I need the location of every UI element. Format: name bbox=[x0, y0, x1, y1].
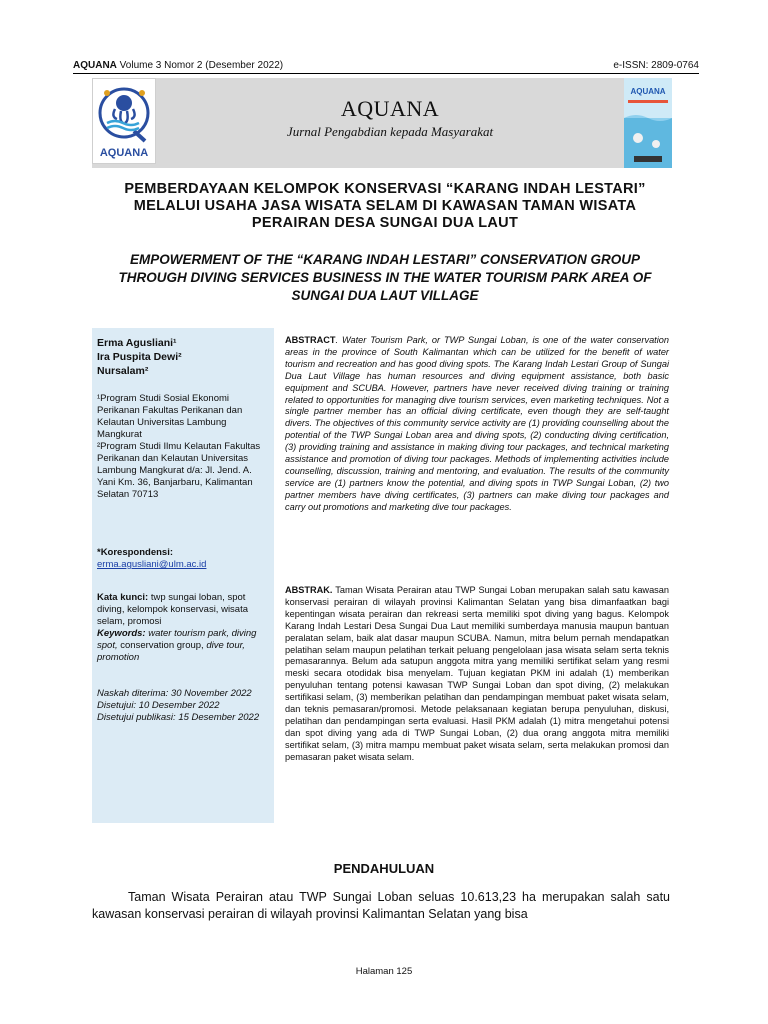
section-heading: PENDAHULUAN bbox=[333, 861, 435, 876]
issn: e-ISSN: 2809-0764 bbox=[613, 60, 699, 71]
body-paragraph: Taman Wisata Perairan atau TWP Sungai Loban seluas 10.613,23 ha merupakan salah satu kawasan konservasi perairan di wilayah provinsi Kalimantan Selatan yang bisa bbox=[92, 890, 670, 921]
correspondence-label: *Korespondensi: bbox=[97, 547, 174, 558]
published-date: Disetujui publikasi: 15 Desember 2022 bbox=[97, 712, 260, 723]
author-name: Nursalam² bbox=[97, 365, 149, 377]
author-list bbox=[97, 336, 182, 378]
keywords-label: Keywords: bbox=[97, 628, 146, 639]
journal-subtitle: Jurnal Pengabdian kepada Masyarakat bbox=[286, 124, 494, 139]
article-title-indonesian: PEMBERDAYAAN KELOMPOK KONSERVASI “KARANG INDAH LESTARI” MELALUI USAHA JASA WISATA SELAM DI KAWASAN TAMAN WISATA PERAIRAN DESA SUNGAI DUA LAUT bbox=[124, 181, 646, 231]
svg-text:AQUANA: AQUANA bbox=[630, 87, 666, 96]
received-date: Naskah diterima: 30 November 2022 bbox=[97, 688, 252, 699]
journal-logo bbox=[92, 78, 156, 164]
journal-short-name: AQUANA bbox=[73, 60, 117, 71]
author-name: Erma Agusliani¹ bbox=[97, 337, 177, 349]
affiliations bbox=[97, 393, 269, 501]
affiliation-1: ¹Program Studi Sosial Ekonomi Perikanan Fakultas Perikanan dan Kelautan Universitas Lambung Mangkurat bbox=[97, 393, 243, 440]
page-number: Halaman 125 bbox=[355, 966, 413, 977]
kata-kunci-label: Kata kunci: bbox=[97, 592, 149, 603]
abstrak-text: Taman Wisata Perairan atau TWP Sungai Loban merupakan salah satu kawasan konservasi perairan di wilayah provinsi Kalimantan Selatan yang bisa dimanfaatkan bagi kepentingan wisata perairan dan rekreasi serta memiliki spot diving yang bagus. Kelompok Karang Indah Lestari Desa Sungai Dua Laut memiliki sumberdaya manusia maupun bantuan peralatan selam, baik alat dasar maupun SCUBA. Namun, mitra belum pernah mendapatkan pelatihan selam maupun pelatihan terkait peluang pengelolaan jasa wisata selam serta teknis pemasarannya. Belum ada satupun anggota mitra yang memiliki sertifikat selam yang resmi meski secara otodidak bisa menyelam. Tujuan kegiatan PKM ini adalah (1) memberikan penyuluhan tentang potensi kawasan TWP Sungai Loban dan spot diving, (2) melakukan sertifikasi selam, (3) memberikan pelatihan dan pendampingan membuat paket wisata selam, dan teknis pemasaran/promosi. Metode pelaksanaan kegiatan berupa penyuluhan, diskusi, pelatihan dan pendampingan serta evaluasi. Hasil PKM adalah (1) mitra mengetahui potensi dan spot diving yang ada di TWP Sungai Loban, (2) dua orang anggota mitra memiliki sertifikat selam, (3) mitra mampu membuat paket wisata selam, serta melakukan promosi dan pemasaran paket wisata selam. bbox=[285, 585, 669, 762]
keywords-text-3: dive tour, promotion bbox=[97, 640, 245, 663]
abstract-indonesian bbox=[285, 585, 669, 764]
running-header bbox=[73, 60, 699, 71]
keywords-text-2: conservation group, bbox=[120, 640, 204, 651]
revised-date: Disetujui: 10 Desember 2022 bbox=[97, 700, 220, 711]
keywords-text-1: water tourism park, diving spot, bbox=[97, 628, 257, 651]
abstract-english bbox=[285, 335, 669, 514]
article-dates bbox=[97, 688, 269, 724]
abstract-label: ABSTRACT bbox=[285, 335, 336, 345]
journal-name: AQUANA bbox=[340, 96, 440, 121]
affiliation-2: ²Program Studi Ilmu Kelautan Fakultas Perikanan dan Kelautan Universitas Lambung Mangkurat d/a: Jl. Jend. A. Yani Km. 36, Banjarbaru, Kalimantan Selatan 70713 bbox=[97, 441, 261, 500]
abstrak-label: ABSTRAK. bbox=[285, 585, 333, 595]
cover-image-icon bbox=[624, 78, 672, 168]
correspondence-email-link[interactable]: erma.agusliani@ulm.ac.id bbox=[97, 559, 207, 570]
journal-title-block bbox=[160, 96, 620, 140]
keywords-block bbox=[97, 592, 269, 664]
correspondence bbox=[97, 547, 269, 571]
author-name: Ira Puspita Dewi² bbox=[97, 351, 182, 363]
journal-cover-thumbnail bbox=[624, 78, 672, 168]
issue-info: Volume 3 Nomor 2 (Desember 2022) bbox=[119, 60, 284, 71]
header-rule bbox=[73, 73, 699, 74]
abstract-text: . Water Tourism Park, or TWP Sungai Loban, is one of the water conservation areas in the province of South Kalimantan which can be utilized for the benefit of water tourism and recreation and has good diving spots. The Karang Indah Lestari Group of Sungai Dua Laut Village has human resources and diving equipment assistance, both basic equipment and SCUBA. However, partners have never received diving training or training related to opportunities for managing dive tourism services, even marketing techniques. Not a single partner member has an official diving certificate, even though they are self-taught divers. The objectives of this community service activity are (1) providing counselling about the potential of the TWP Sungai Loban area and diving spots, (2) conducting diving certification, (3) providing training and assistance in making diving tour packages, and technical marketing assistance and promotion of diving tour packages. Methods of implementing activities include counselling, discussion, training and mentoring, and evaluation. The results of the community service are (1) partners know the potential, and diving spots in TWP Sungai Loban, (2) two partner members have diving certificates, (3) partners can make diving tour packages and carry out promotions and marketing dive tour packages. bbox=[285, 335, 670, 512]
octopus-logo-icon bbox=[93, 79, 155, 163]
svg-text:AQUANA: AQUANA bbox=[99, 147, 149, 159]
article-title-english: EMPOWERMENT OF THE “KARANG INDAH LESTARI” CONSERVATION GROUP THROUGH DIVING SERVICES BUSINESS IN THE WATER TOURISM PARK AREA OF SUNGAI DUA LAUT VILLAGE bbox=[118, 252, 652, 303]
kata-kunci-text: twp sungai loban, spot diving, kelompok konservasi, wisata selam, promosi bbox=[97, 592, 249, 627]
